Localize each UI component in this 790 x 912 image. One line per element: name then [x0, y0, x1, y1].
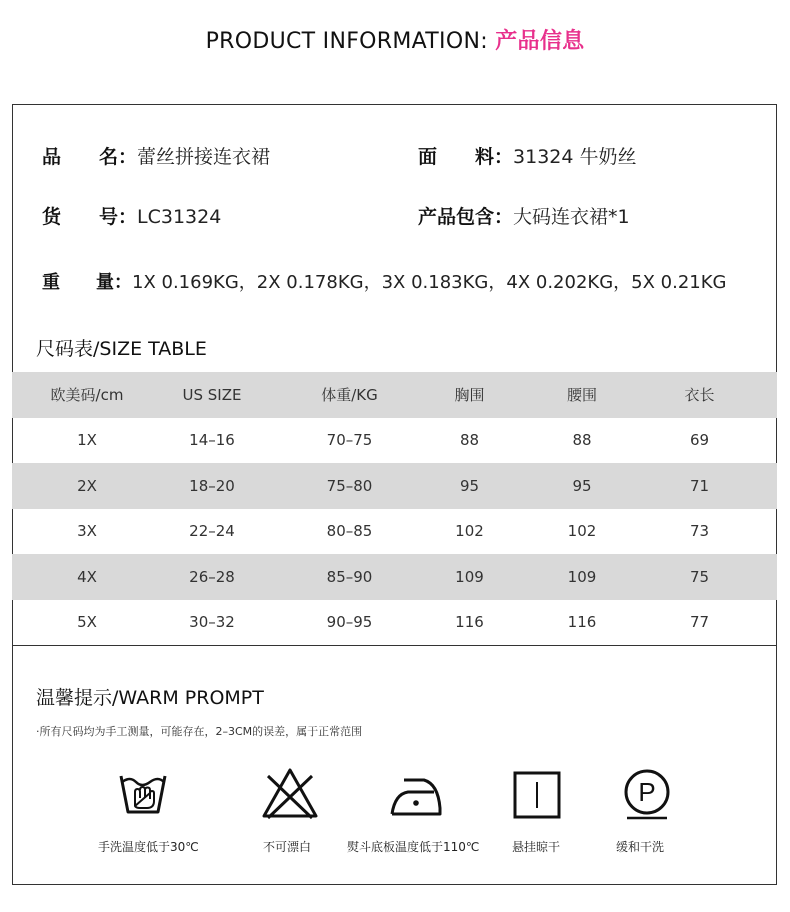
table-cell: 1X [77, 431, 97, 450]
table-cell: 88 [459, 431, 480, 450]
table-cell: 18–20 [189, 476, 235, 495]
dry-clean-icon [621, 768, 673, 820]
table-cell: 22–24 [189, 522, 235, 541]
table-row [12, 554, 777, 600]
care-label: 熨斗底板温度低于110℃ [347, 840, 480, 854]
info-fabric [418, 142, 637, 169]
care-label: 悬挂晾干 [512, 840, 561, 854]
weight-value: 1X 0.169KG，2X 0.178KG，3X 0.183KG，4X 0.202KG，5X 0.21KG [132, 272, 727, 293]
weight-label: 重 量： [42, 272, 132, 293]
sku-value: LC31324 [137, 206, 222, 228]
table-cell: 70–75 [326, 431, 373, 450]
table-cell: 116 [455, 613, 484, 632]
iron-icon [388, 772, 444, 820]
table-row [12, 509, 777, 555]
table-cell: 80–85 [326, 522, 373, 541]
table-header: 腰围 [566, 386, 597, 405]
table-cell: 26–28 [189, 567, 235, 586]
table-cell: 75 [689, 567, 710, 586]
info-sku [42, 202, 221, 229]
size-table-title: 尺码表/SIZE TABLE [36, 338, 207, 360]
table-cell: 109 [567, 567, 597, 586]
table-cell: 88 [572, 431, 592, 450]
warm-prompt-note: ·所有尺码均为手工测量，可能存在，2–3CM的误差，属于正常范围 [36, 725, 363, 738]
table-cell: 102 [567, 522, 597, 541]
fabric-label: 面 料： [418, 146, 514, 168]
warm-prompt-title: 温馨提示/WARM PROMPT [36, 687, 264, 709]
table-cell: 77 [689, 613, 710, 632]
table-cell: 71 [689, 476, 710, 495]
table-cell: 3X [77, 522, 97, 541]
package-value: 大码连衣裙*1 [513, 206, 630, 228]
hand-wash-icon [118, 768, 168, 822]
table-cell: 73 [689, 522, 710, 541]
info-name [42, 142, 270, 169]
care-label: 手洗温度低于30℃ [98, 840, 199, 854]
table-header-row [12, 372, 777, 418]
size-table [12, 372, 777, 645]
name-value: 蕾丝拼接连衣裙 [137, 146, 271, 168]
info-weight [42, 268, 726, 294]
table-cell: 75–80 [326, 476, 373, 495]
table-cell: 2X [77, 476, 97, 495]
table-cell: 85–90 [326, 567, 373, 586]
fabric-value: 31324 牛奶丝 [513, 146, 637, 168]
table-header: 体重/KG [321, 386, 378, 405]
title-en: PRODUCT INFORMATION: [205, 29, 496, 54]
sku-label: 货 号： [42, 206, 138, 228]
table-row [12, 418, 777, 464]
table-cell: 102 [455, 522, 484, 541]
svg-text:P: P [638, 777, 656, 807]
page-title [0, 24, 790, 55]
table-header: US SIZE [182, 385, 242, 404]
table-header: 欧美码/cm [50, 386, 124, 405]
package-label: 产品包含： [418, 206, 514, 228]
info-package [418, 202, 630, 229]
table-cell: 5X [77, 613, 97, 632]
table-row [12, 600, 777, 646]
table-cell: 4X [77, 567, 97, 586]
title-cn: 产品信息 [495, 29, 585, 54]
table-cell: 95 [572, 476, 592, 495]
care-label: 缓和干洗 [616, 840, 665, 854]
table-header: 胸围 [454, 386, 485, 405]
table-cell: 95 [459, 476, 480, 495]
hang-dry-icon [512, 770, 562, 820]
table-cell: 109 [455, 567, 484, 586]
table-header: 衣长 [684, 386, 715, 405]
table-cell: 14–16 [189, 431, 235, 450]
table-cell: 69 [689, 431, 710, 450]
table-row [12, 463, 777, 509]
table-cell: 116 [567, 613, 597, 632]
table-cell: 30–32 [189, 613, 235, 632]
no-bleach-icon [260, 766, 320, 822]
name-label: 品 名： [42, 146, 138, 168]
section-divider [12, 645, 777, 646]
care-label: 不可漂白 [263, 840, 312, 854]
table-cell: 90–95 [326, 613, 373, 632]
